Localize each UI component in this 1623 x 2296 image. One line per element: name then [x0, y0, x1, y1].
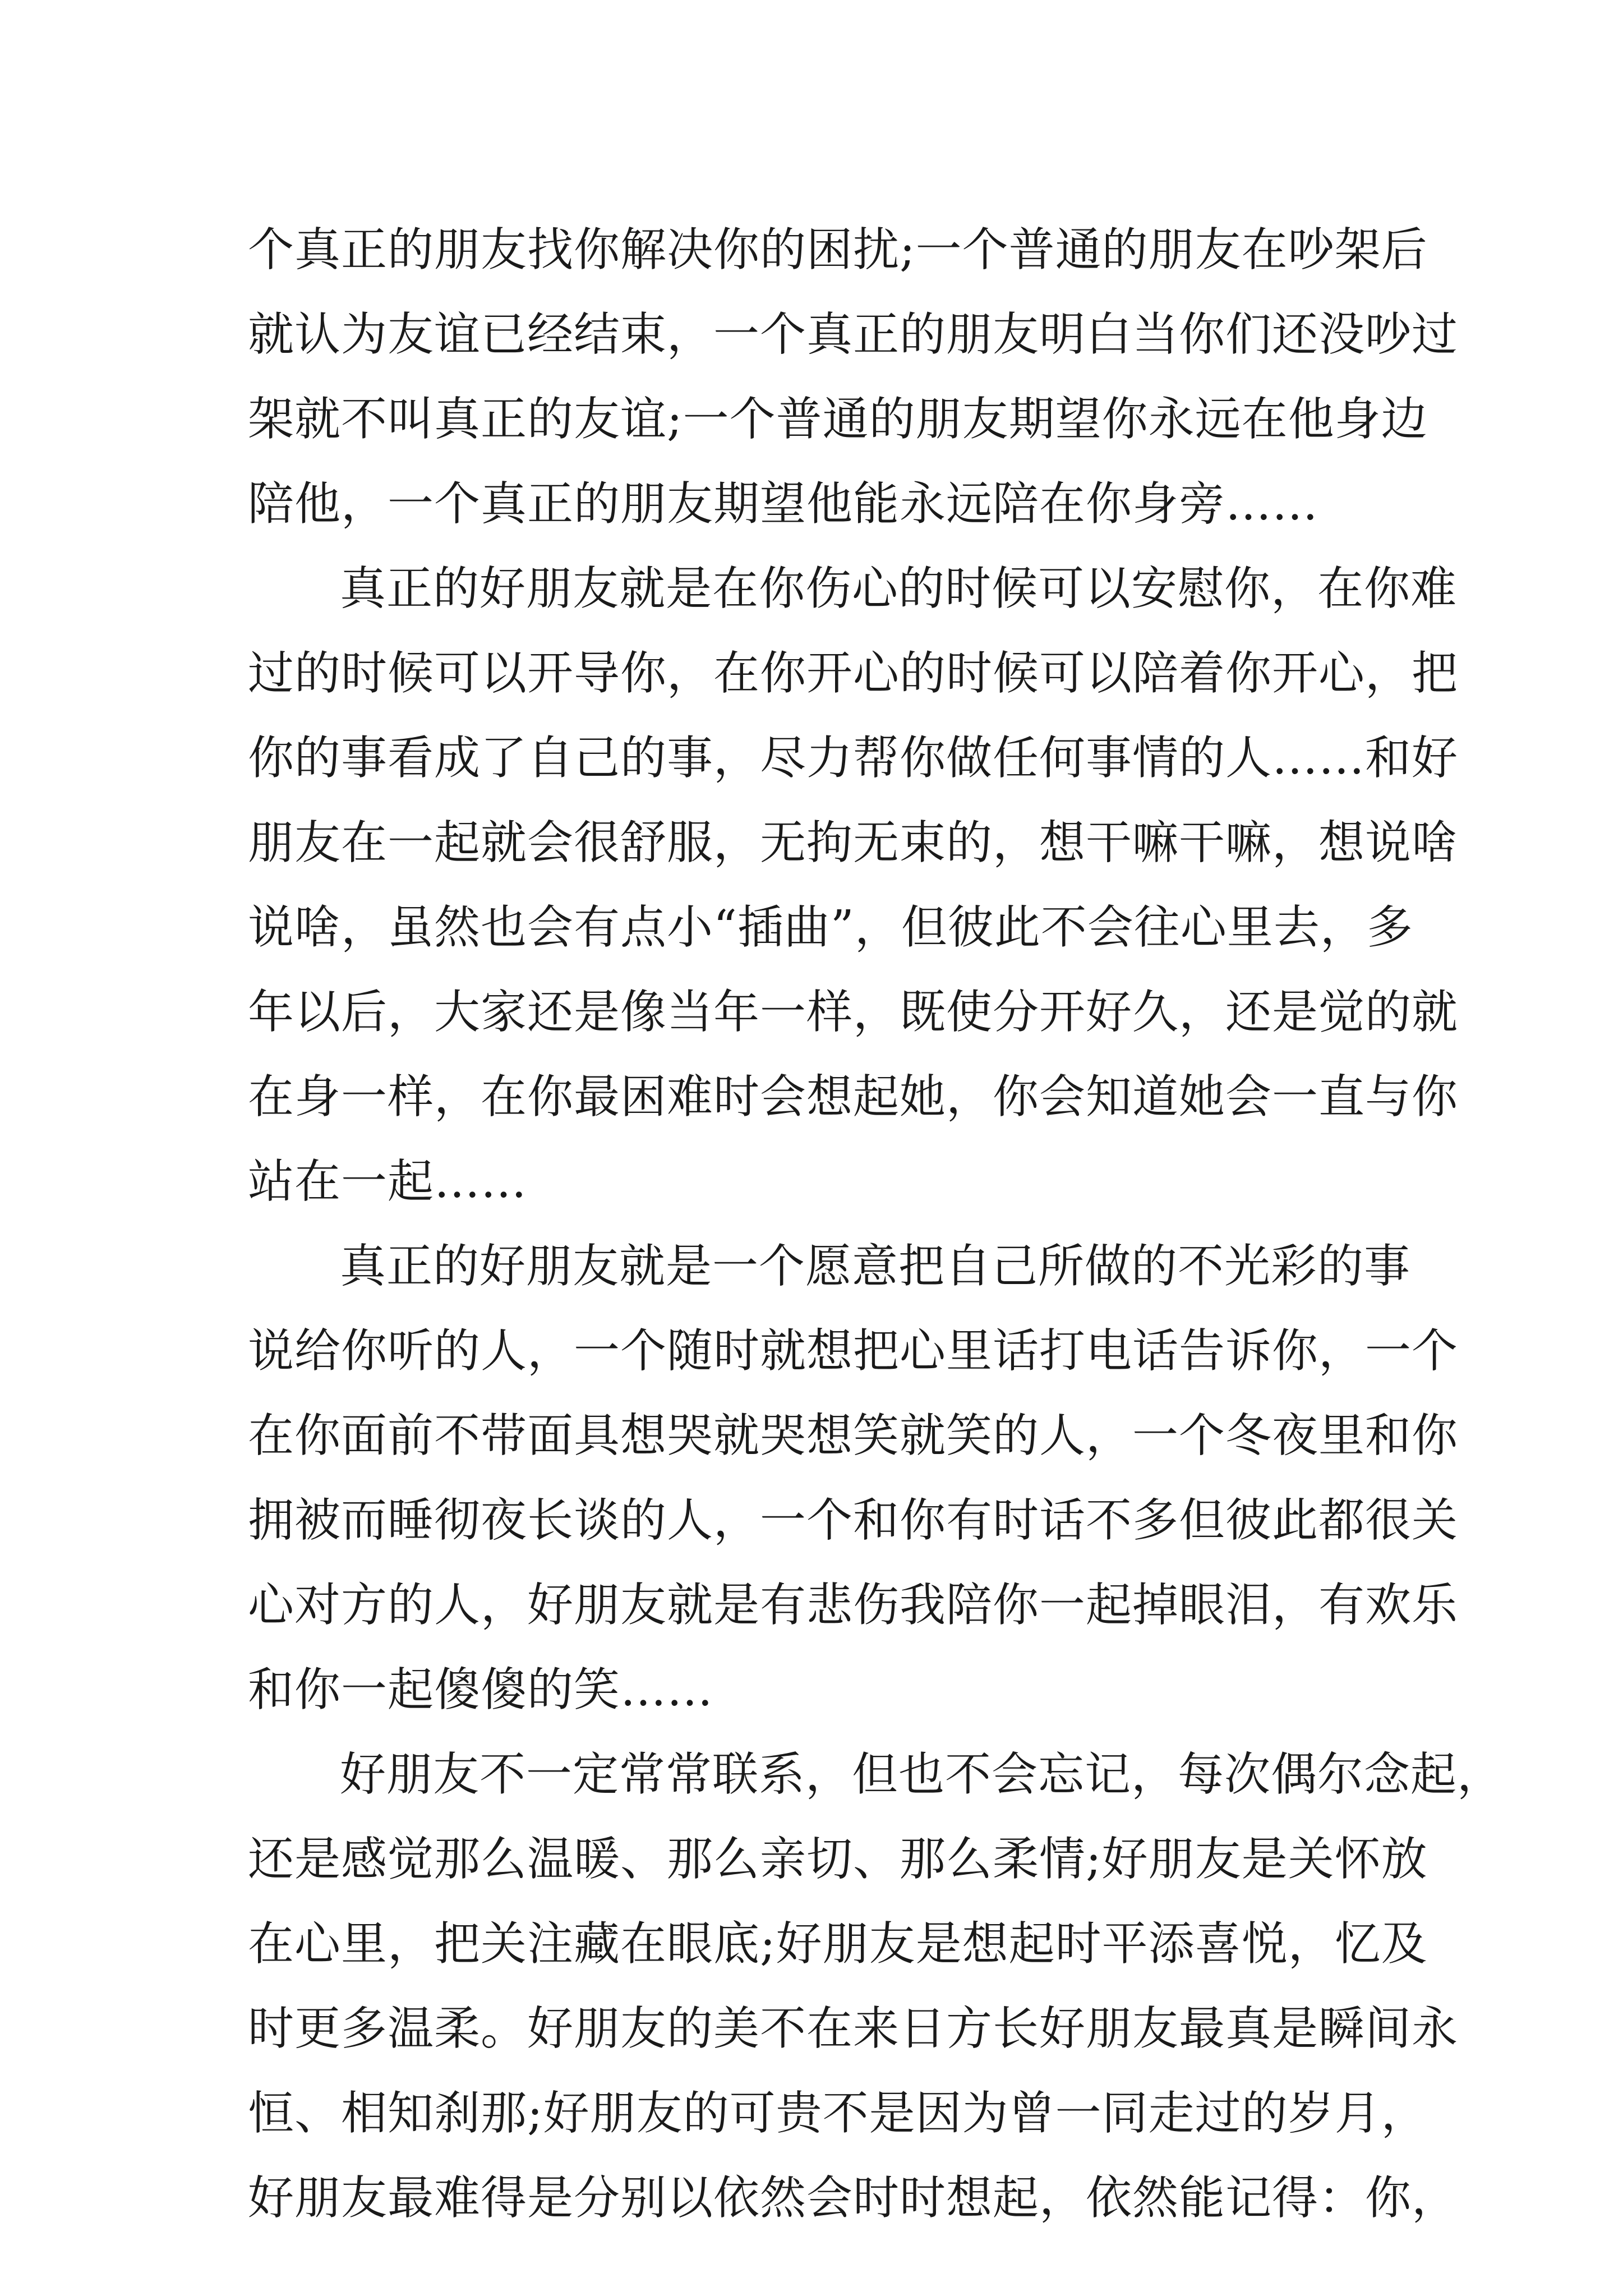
text-line: 就认为友谊已经结束，一个真正的朋友明白当你们还没吵过 [248, 308, 1459, 361]
text-line: 在身一样，在你最困难时会想起她，你会知道她会一直与你 [248, 1070, 1459, 1124]
text-line: 个真正的朋友找你解决你的困扰;一个普通的朋友在吵架后 [248, 223, 1428, 277]
paragraph-first-line: 好朋友不一定常常联系，但也不会忘记，每次偶尔念起， [340, 1748, 1504, 1801]
text-line: 你的事看成了自己的事，尽力帮你做任何事情的人……和好 [248, 731, 1459, 785]
text-line: 恒、相知刹那;好朋友的可贵不是因为曾一同走过的岁月， [248, 2087, 1428, 2140]
text-line: 和你一起傻傻的笑…… [248, 1663, 714, 1717]
text-line: 好朋友最难得是分别以依然会时时想起，依然能记得：你， [248, 2171, 1459, 2225]
text-line: 心对方的人，好朋友就是有悲伤我陪你一起掉眼泪，有欢乐 [248, 1579, 1459, 1632]
text-line: 架就不叫真正的友谊;一个普通的朋友期望你永远在他身边 [248, 393, 1428, 446]
text-line: 还是感觉那么温暖、那么亲切、那么柔情;好朋友是关怀放 [248, 1833, 1428, 1886]
paragraph-first-line: 真正的好朋友就是在你伤心的时候可以安慰你，在你难 [340, 562, 1458, 615]
text-line: 陪他，一个真正的朋友期望他能永远陪在你身旁…… [248, 477, 1319, 531]
text-line: 过的时候可以开导你，在你开心的时候可以陪着你开心，把 [248, 647, 1459, 700]
text-line: 说给你听的人，一个随时就想把心里话打电话告诉你，一个 [248, 1324, 1459, 1378]
body-text [248, 208, 1504, 2240]
text-line: 朋友在一起就会很舒服，无拘无束的，想干嘛干嘛，想说啥 [248, 816, 1459, 869]
text-line: 拥被而睡彻夜长谈的人，一个和你有时话不多但彼此都很关 [248, 1494, 1459, 1547]
paragraph-first-line: 真正的好朋友就是一个愿意把自己所做的不光彩的事 [340, 1240, 1411, 1293]
text-line: 说啥，虽然也会有点小“插曲”，但彼此不会往心里去，多 [248, 901, 1413, 954]
text-line: 站在一起…… [248, 1155, 528, 1208]
text-line: 在你面前不带面具想哭就哭想笑就笑的人，一个冬夜里和你 [248, 1409, 1459, 1462]
text-line: 年以后，大家还是像当年一样，既使分开好久，还是觉的就 [248, 986, 1459, 1039]
text-line: 在心里，把关注藏在眼底;好朋友是想起时平添喜悦，忆及 [248, 1917, 1428, 1971]
text-line: 时更多温柔。好朋友的美不在来日方长好朋友最真是瞬间永 [248, 2002, 1459, 2055]
